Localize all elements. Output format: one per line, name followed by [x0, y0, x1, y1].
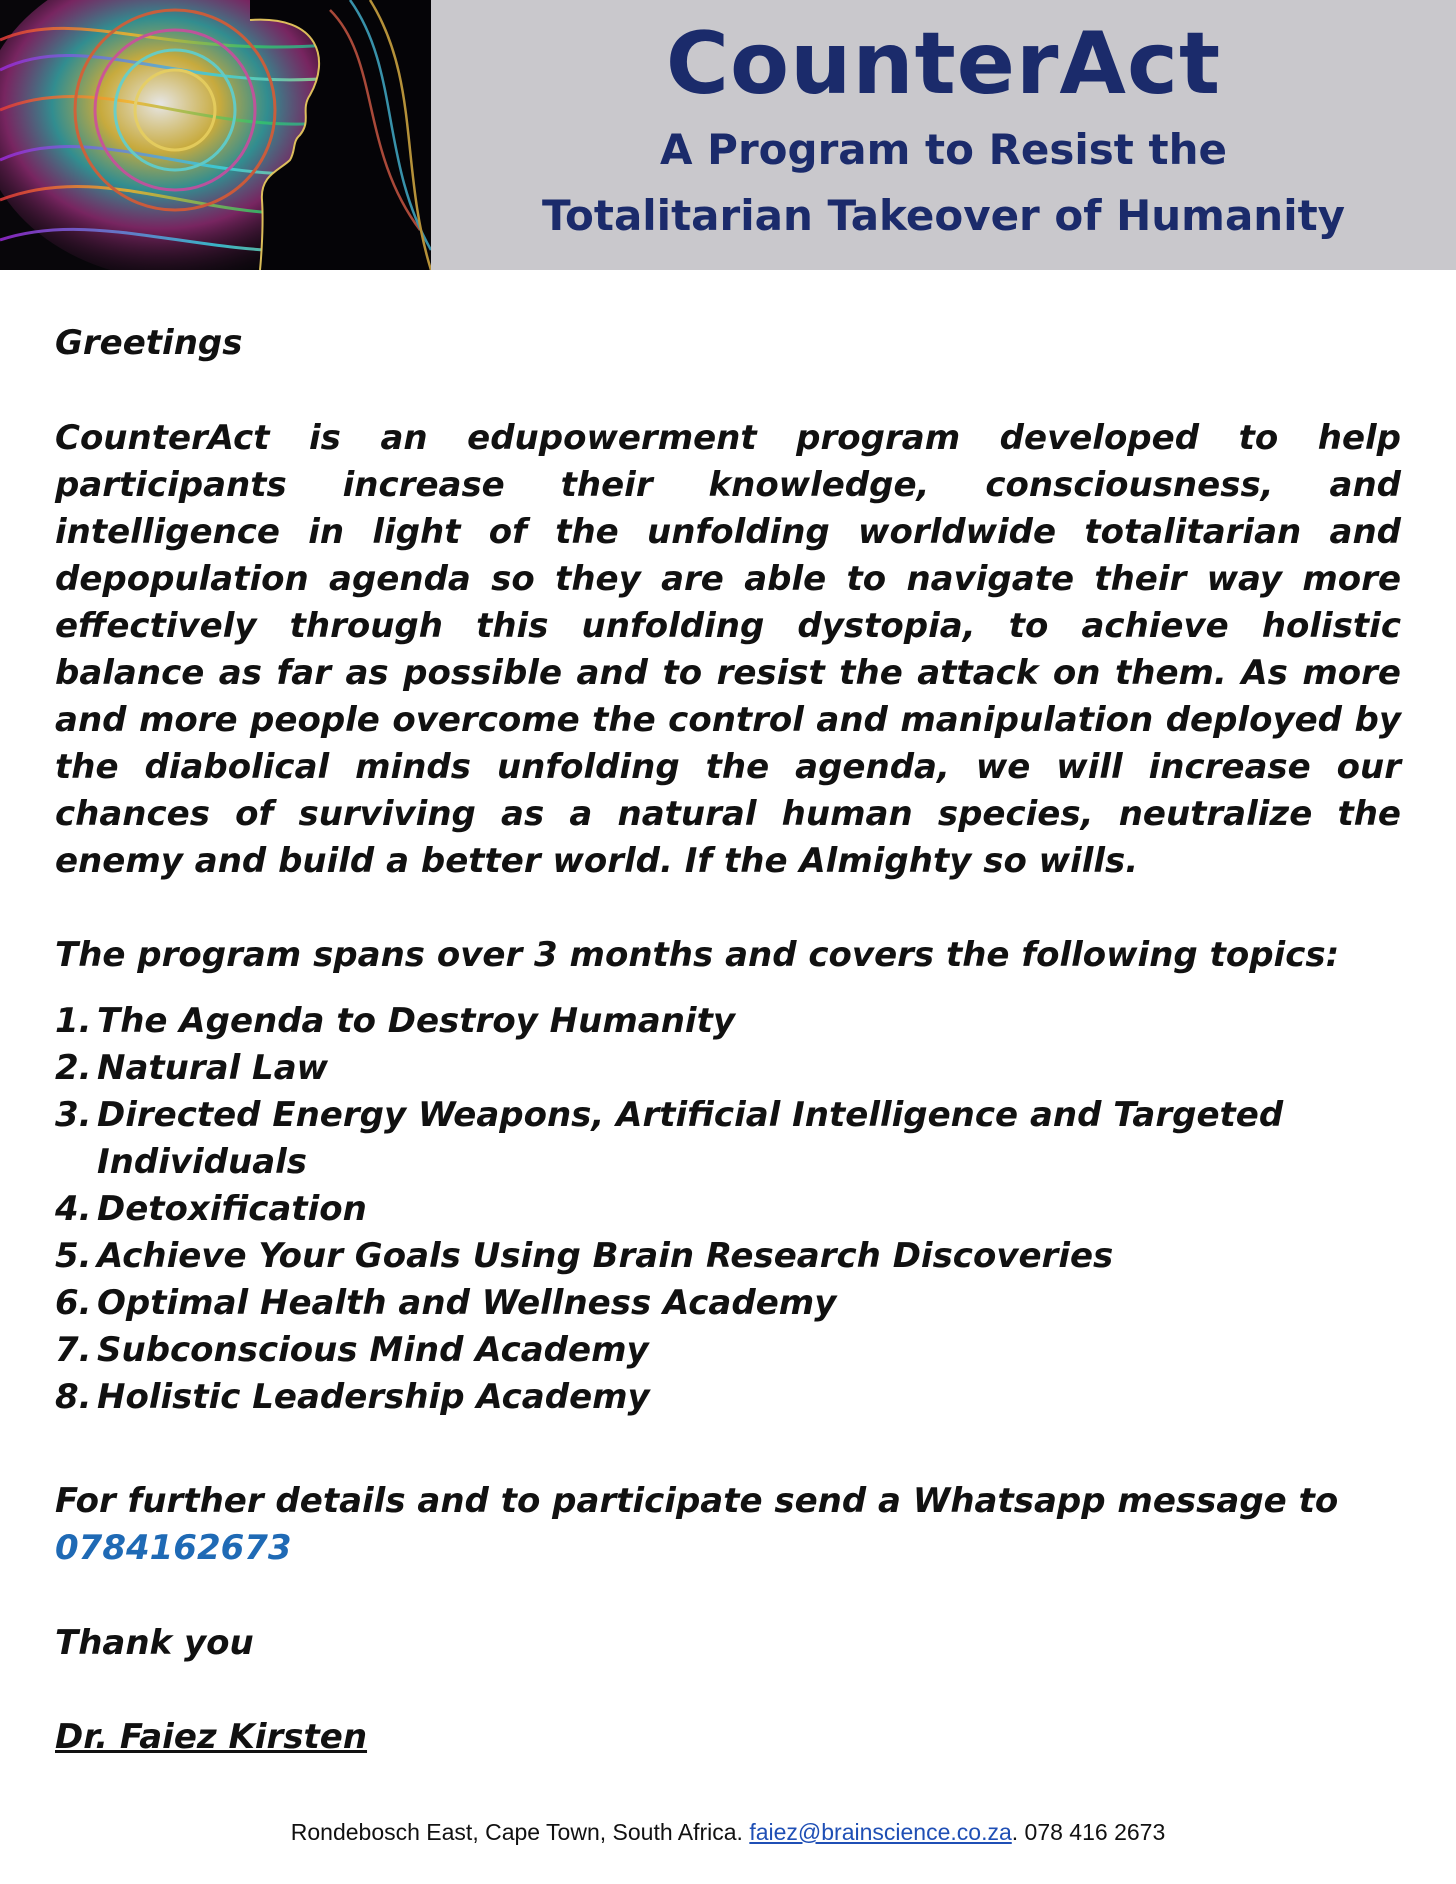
list-item — [55, 998, 1401, 1045]
contact-paragraph — [55, 1478, 1401, 1572]
topic-number: 8. — [55, 1377, 92, 1417]
list-item — [55, 1092, 1401, 1186]
footer-email-link[interactable]: faiez@brainscience.co.za — [749, 1819, 1012, 1845]
list-item — [55, 1280, 1401, 1327]
list-item — [55, 1186, 1401, 1233]
psychedelic-head-image — [0, 0, 431, 270]
topic-text: Natural Law — [97, 1048, 329, 1088]
intro-text: is an edupowerment program developed to help participants increase their knowledge, consciousness, and intelligence in light of the unfolding worldwide totalitarian and depopulation agenda so they are able to navigate their way more effectively through this unfolding dystopia, to achieve holistic balance as far as possible and to resist the attack on them. As more and more people overcome the control and manipulation deployed by the diabolical minds unfolding the agenda, we will increase our chances of surviving as a natural human species, neutralize the enemy and build a better world. If the Almighty so wills. — [55, 418, 1401, 881]
header-banner — [0, 0, 1456, 270]
intro-brand: CounterAct — [55, 418, 270, 458]
head-profile-icon — [0, 0, 431, 270]
topics-list — [55, 998, 1401, 1421]
topic-text: Subconscious Mind Academy — [97, 1330, 649, 1370]
topic-text: The Agenda to Destroy Humanity — [97, 1001, 735, 1041]
signature: Dr. Faiez Kirsten — [55, 1717, 368, 1757]
topic-number: 3. — [55, 1095, 92, 1135]
page-subtitle-line-1: A Program to Resist the — [660, 125, 1227, 174]
footer-phone: . 078 416 2673 — [1011, 1819, 1166, 1845]
topic-number: 6. — [55, 1283, 92, 1323]
page-subtitle-line-2: Totalitarian Takeover of Humanity — [541, 191, 1346, 240]
topic-number: 5. — [55, 1236, 92, 1276]
topic-text: Holistic Leadership Academy — [97, 1377, 650, 1417]
topic-text: Optimal Health and Wellness Academy — [97, 1283, 837, 1323]
list-item — [55, 1045, 1401, 1092]
list-item — [55, 1327, 1401, 1374]
topic-text: Achieve Your Goals Using Brain Research Discoveries — [97, 1236, 1114, 1276]
header-text — [431, 0, 1456, 270]
intro-paragraph — [55, 415, 1401, 885]
topic-text: Directed Energy Weapons, Artificial Intelligence and Targeted Individuals — [97, 1095, 1284, 1182]
topic-number: 1. — [55, 1001, 92, 1041]
topic-number: 2. — [55, 1048, 92, 1088]
contact-phone-link[interactable]: 0784162673 — [55, 1528, 292, 1568]
topic-number: 4. — [55, 1189, 92, 1229]
page-title: CounterAct — [665, 14, 1222, 114]
footer-address: Rondebosch East, Cape Town, South Africa. — [290, 1819, 750, 1845]
topic-text: Detoxification — [97, 1189, 367, 1229]
closing-thanks: Thank you — [55, 1623, 254, 1663]
footer — [0, 1819, 1456, 1846]
contact-text: For further details and to participate send a Whatsapp message to — [55, 1481, 1339, 1521]
list-item — [55, 1233, 1401, 1280]
list-item — [55, 1374, 1401, 1421]
greeting: Greetings — [55, 323, 243, 363]
topics-intro: The program spans over 3 months and covers the following topics: — [55, 935, 1340, 975]
topic-number: 7. — [55, 1330, 92, 1370]
